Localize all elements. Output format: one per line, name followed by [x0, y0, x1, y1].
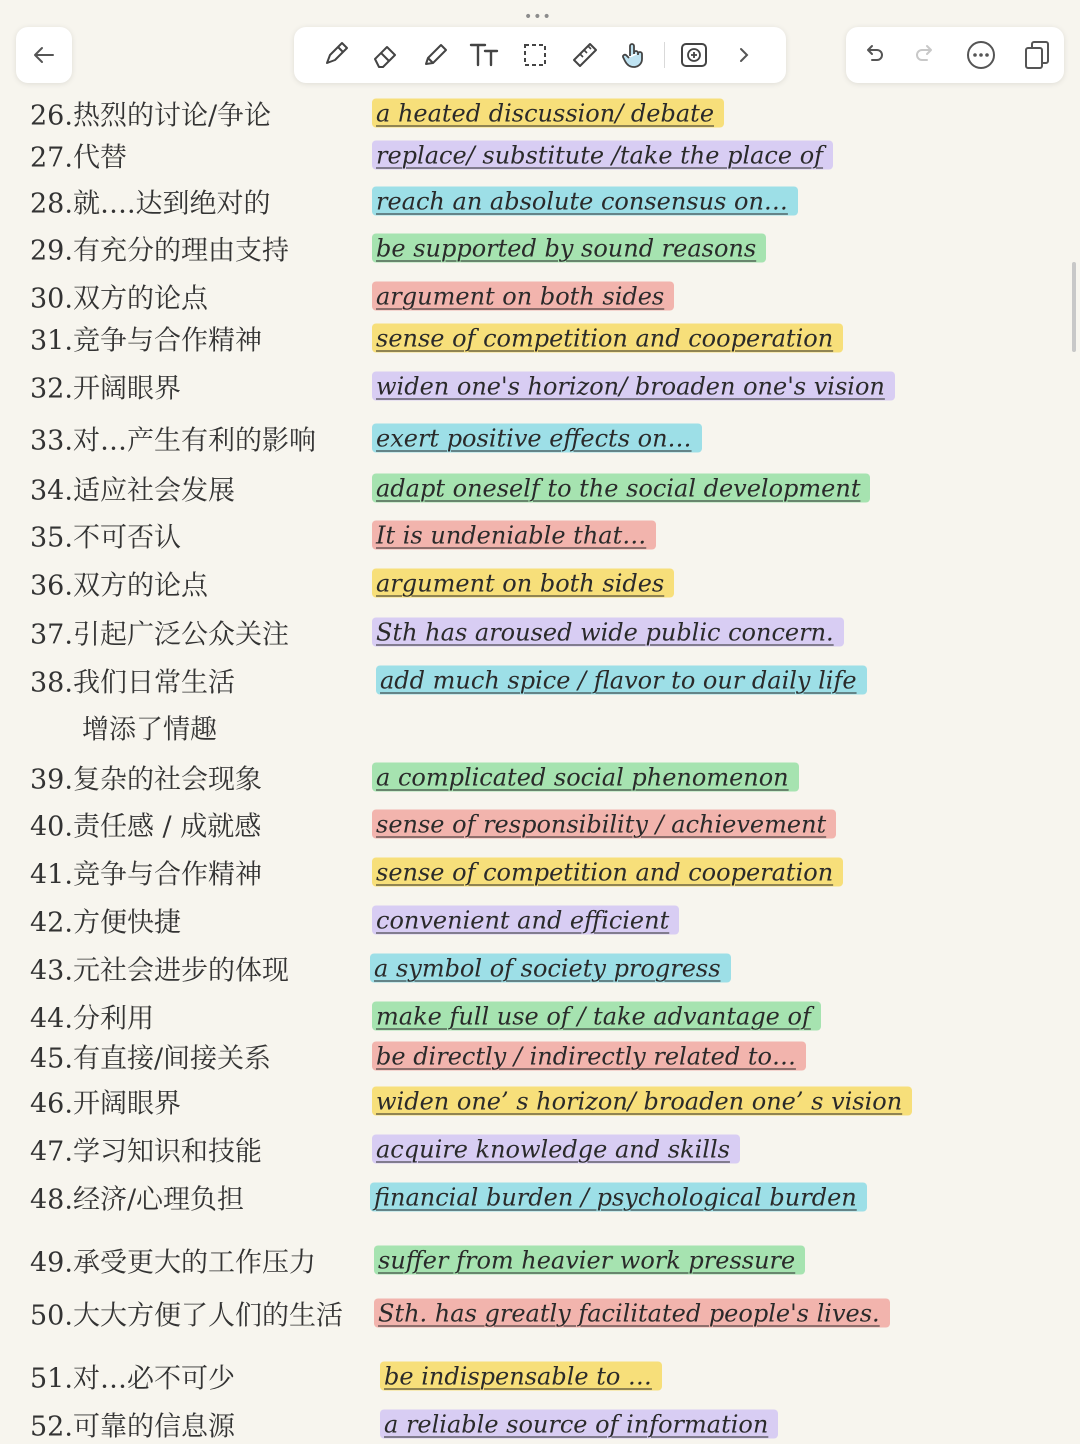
text-tool-button[interactable] — [460, 27, 510, 83]
chinese-phrase: 37.引起广泛公众关注 — [30, 619, 289, 651]
chinese-phrase: 46.开阔眼界 — [30, 1088, 181, 1120]
english-translation-highlight: widen one’ s horizon/ broaden one’ s vision — [372, 1087, 912, 1116]
english-translation-highlight: argument on both sides — [372, 282, 674, 311]
chinese-phrase: 38.我们日常生活 — [30, 667, 235, 699]
undo-icon — [859, 41, 887, 69]
toolbar-divider — [664, 42, 665, 68]
english-translation-highlight: replace/ substitute /take the place of — [372, 141, 833, 170]
redo-icon — [912, 41, 940, 69]
chinese-phrase: 31.竞争与合作精神 — [30, 325, 262, 357]
add-sticker-button[interactable] — [669, 27, 719, 83]
english-translation-highlight: argument on both sides — [372, 569, 674, 598]
more-options-icon — [965, 39, 997, 71]
text-tool-icon — [468, 39, 502, 71]
english-translation-highlight: It is undeniable that… — [372, 521, 656, 550]
english-translation-highlight: exert positive effects on… — [372, 424, 702, 453]
english-translation-highlight: a symbol of society progress — [370, 954, 731, 983]
pen-icon — [319, 39, 351, 71]
add-sticker-icon — [678, 39, 710, 71]
english-translation-highlight: a complicated social phenomenon — [372, 763, 799, 792]
english-translation-highlight: acquire knowledge and skills — [372, 1135, 740, 1164]
toolbar-next-button[interactable] — [719, 27, 769, 83]
back-arrow-icon — [31, 42, 57, 68]
highlighter-tool-button[interactable] — [410, 27, 460, 83]
chinese-phrase: 39.复杂的社会现象 — [30, 764, 262, 796]
chinese-phrase: 30.双方的论点 — [30, 283, 208, 315]
english-translation-highlight: financial burden / psychological burden — [370, 1183, 867, 1212]
chevron-right-icon — [734, 43, 754, 67]
english-translation-highlight: a reliable source of information — [380, 1410, 778, 1439]
english-translation-highlight: sense of competition and cooperation — [372, 858, 843, 887]
english-translation-highlight: sense of competition and cooperation — [372, 324, 843, 353]
chinese-phrase: 50.大大方便了人们的生活 — [30, 1300, 343, 1332]
english-translation-highlight: sense of responsibility / achievement — [372, 810, 836, 839]
chinese-phrase: 33.对…产生有利的影响 — [30, 425, 316, 457]
english-translation-highlight: be directly / indirectly related to… — [372, 1042, 806, 1071]
vertical-scrollbar[interactable] — [1072, 262, 1076, 352]
eraser-icon — [369, 39, 401, 71]
english-translation-highlight: Sth. has greatly facilitated people's lives. — [374, 1299, 890, 1328]
chinese-phrase: 52.可靠的信息源 — [30, 1411, 235, 1443]
chinese-phrase: 32.开阔眼界 — [30, 373, 181, 405]
english-translation-highlight: convenient and efficient — [372, 906, 679, 935]
english-translation-highlight: widen one's horizon/ broaden one's vision — [372, 372, 895, 401]
chinese-phrase: 44.分利用 — [30, 1003, 154, 1035]
back-button[interactable] — [16, 27, 72, 83]
pages-icon — [1022, 39, 1052, 71]
more-options-button[interactable] — [965, 39, 997, 71]
english-translation-highlight: be supported by sound reasons — [372, 234, 766, 263]
english-translation-highlight: add much spice / flavor to our daily life — [376, 666, 867, 695]
undo-button[interactable] — [859, 41, 887, 69]
chinese-phrase: 48.经济/心理负担 — [30, 1184, 245, 1216]
lasso-tool-button[interactable] — [510, 27, 560, 83]
highlighter-icon — [419, 39, 451, 71]
chinese-phrase: 42.方便快捷 — [30, 907, 181, 939]
chinese-phrase: 28.就….达到绝对的 — [30, 188, 271, 220]
pen-tool-button[interactable] — [310, 27, 360, 83]
pages-button[interactable] — [1022, 39, 1052, 71]
chinese-phrase: 51.对…必不可少 — [30, 1363, 235, 1395]
chinese-phrase: 40.责任感 / 成就感 — [30, 811, 262, 843]
chinese-phrase: 26.热烈的讨论/争论 — [30, 100, 272, 132]
chinese-phrase: 49.承受更大的工作压力 — [30, 1247, 316, 1279]
chinese-phrase: 增添了情趣 — [82, 714, 217, 746]
chinese-phrase: 45.有直接/间接关系 — [30, 1043, 272, 1075]
chinese-phrase: 34.适应社会发展 — [30, 475, 235, 507]
chinese-phrase: 35.不可否认 — [30, 522, 181, 554]
chinese-phrase: 47.学习知识和技能 — [30, 1136, 262, 1168]
english-translation-highlight: a heated discussion/ debate — [372, 99, 724, 128]
chinese-phrase: 43.元社会进步的体现 — [30, 955, 289, 987]
ruler-icon — [569, 39, 601, 71]
action-toolbar — [846, 27, 1064, 83]
chinese-phrase: 27.代替 — [30, 142, 127, 174]
hand-touch-icon — [619, 39, 651, 71]
lasso-select-icon — [519, 39, 551, 71]
english-translation-highlight: Sth has aroused wide public concern. — [372, 618, 844, 647]
english-translation-highlight: adapt oneself to the social development — [372, 474, 870, 503]
ruler-tool-button[interactable] — [560, 27, 610, 83]
chinese-phrase: 41.竞争与合作精神 — [30, 859, 262, 891]
english-translation-highlight: make full use of / take advantage of — [372, 1002, 821, 1031]
chinese-phrase: 29.有充分的理由支持 — [30, 235, 289, 267]
english-translation-highlight: reach an absolute consensus on… — [372, 187, 798, 216]
window-drag-handle[interactable]: ••• — [524, 9, 552, 25]
redo-button[interactable] — [912, 41, 940, 69]
english-translation-highlight: be indispensable to … — [380, 1362, 662, 1391]
english-translation-highlight: suffer from heavier work pressure — [374, 1246, 805, 1275]
drawing-toolbar — [294, 27, 786, 83]
eraser-tool-button[interactable] — [360, 27, 410, 83]
chinese-phrase: 36.双方的论点 — [30, 570, 208, 602]
touch-mode-button[interactable] — [610, 27, 660, 83]
